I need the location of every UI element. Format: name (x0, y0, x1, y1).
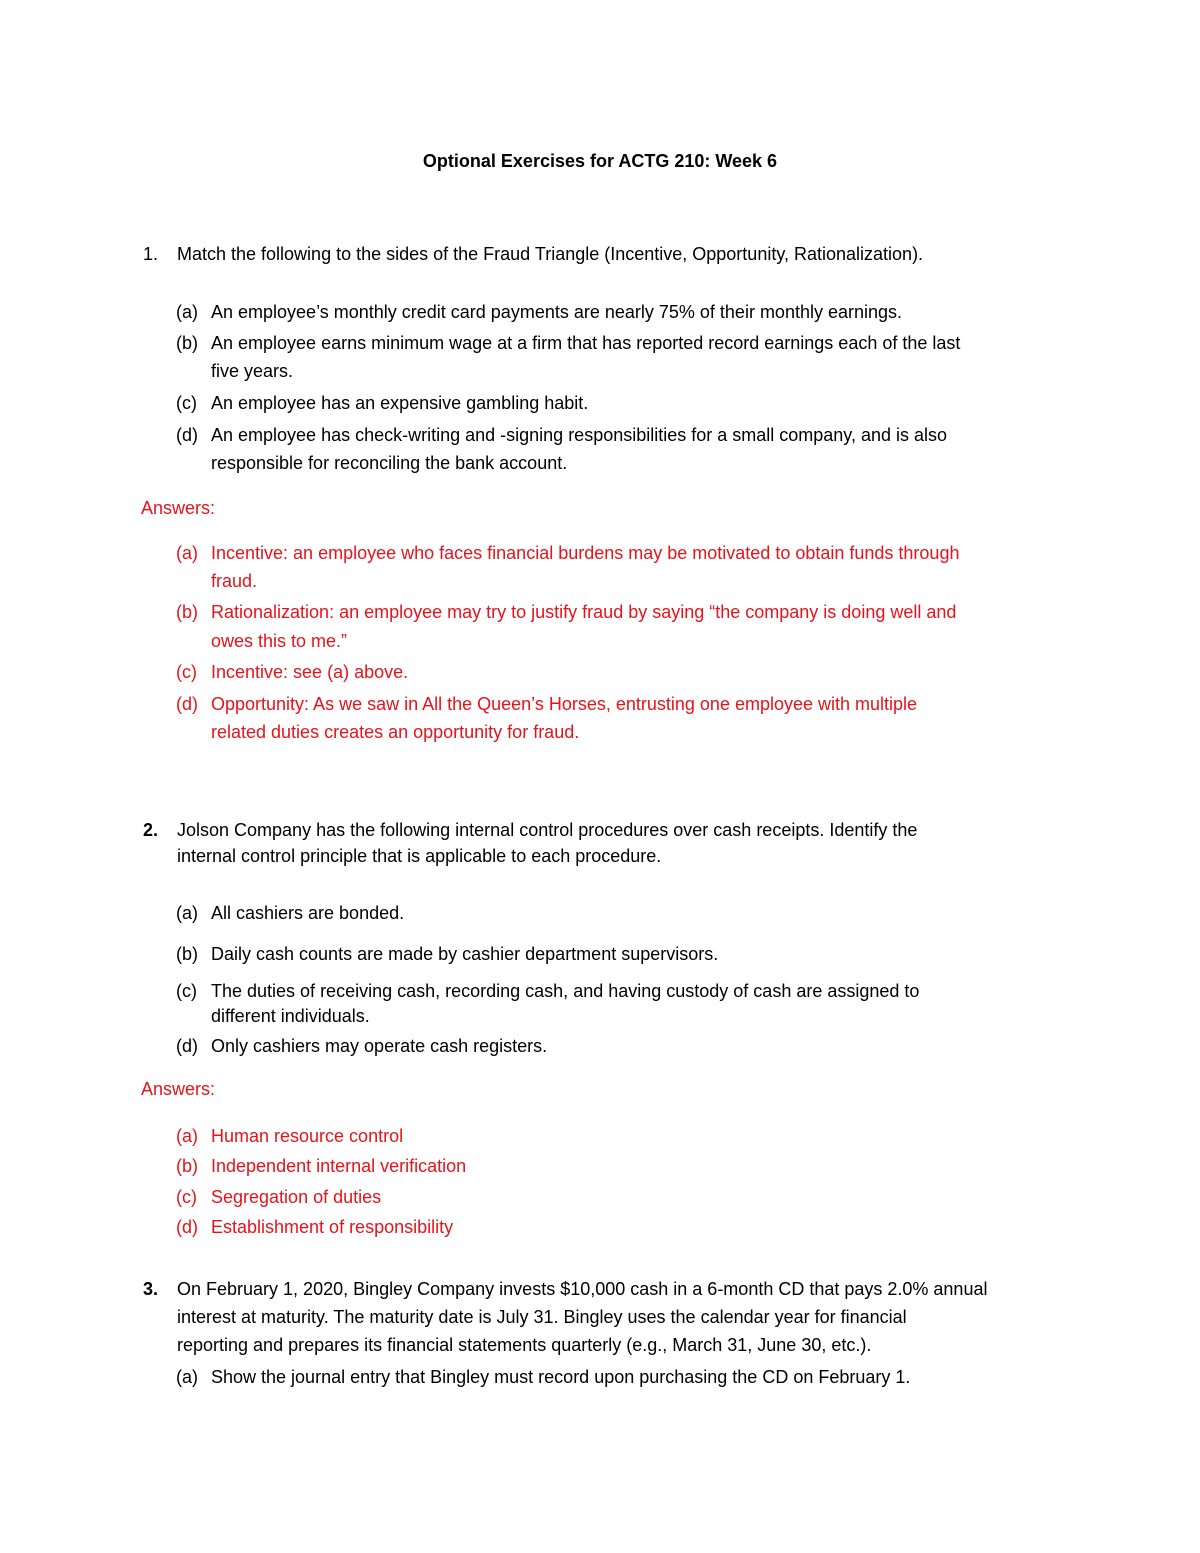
q2-item-b-text: Daily cash counts are made by cashier department supervisors. (211, 944, 719, 964)
question-3-prompt: On February 1, 2020, Bingley Company invests $10,000 cash in a 6-month CD that pays 2.0% annual (177, 1279, 988, 1299)
q2-item-c-label: (c) (176, 981, 197, 1001)
q1-answer-b-text-cont: owes this to me.” (211, 631, 348, 651)
q1-item-a-text: An employee’s monthly credit card payments are nearly 75% of their monthly earnings. (211, 302, 903, 322)
q1-item-b-text-cont: five years. (211, 361, 294, 381)
q1-answer-a-text-cont: fraud. (211, 571, 258, 591)
q2-item-c-text-cont: different individuals. (211, 1006, 370, 1026)
q1-item-b-text: An employee earns minimum wage at a firm that has reported record earnings each of the last (211, 333, 961, 353)
q1-answer-d-text: Opportunity: As we saw in All the Queen’s Horses, entrusting one employee with multiple (211, 694, 918, 714)
q1-item-c-label: (c) (176, 393, 197, 413)
q1-answer-c-text: Incentive: see (a) above. (211, 662, 409, 682)
question-1-number: 1. (143, 244, 159, 264)
q2-answer-a-text: Human resource control (211, 1126, 404, 1146)
question-3-prompt-cont-2: reporting and prepares its financial statements quarterly (e.g., March 31, June 30, etc.). (177, 1335, 872, 1355)
q3-item-a-text: Show the journal entry that Bingley must record upon purchasing the CD on February 1. (211, 1367, 911, 1387)
q1-answer-c-label: (c) (176, 662, 197, 682)
q2-answer-d-label: (d) (176, 1217, 198, 1237)
q1-answer-a-label: (a) (176, 543, 198, 563)
q2-answer-d-text: Establishment of responsibility (211, 1217, 454, 1237)
q3-item-a-label: (a) (176, 1367, 198, 1387)
page-title: Optional Exercises for ACTG 210: Week 6 (422, 151, 778, 171)
question-1-prompt: Match the following to the sides of the Fraud Triangle (Incentive, Opportunity, Rationalization). (177, 244, 924, 264)
q2-item-d-text: Only cashiers may operate cash registers. (211, 1036, 548, 1056)
q2-item-c-text: The duties of receiving cash, recording cash, and having custody of cash are assigned to (211, 981, 920, 1001)
q1-answer-d-label: (d) (176, 694, 198, 714)
q2-item-b-label: (b) (176, 944, 198, 964)
q2-answers-heading: Answers: (141, 1079, 216, 1099)
q1-item-d-text-cont: responsible for reconciling the bank account. (211, 453, 568, 473)
question-3-number: 3. (143, 1279, 159, 1299)
q1-answer-b-text: Rationalization: an employee may try to justify fraud by saying “the company is doing well and (211, 602, 957, 622)
question-3-prompt-cont-1: interest at maturity. The maturity date is July 31. Bingley uses the calendar year for financial (177, 1307, 907, 1327)
q1-item-d-text: An employee has check-writing and -signing responsibilities for a small company, and is also (211, 425, 948, 445)
question-2-number: 2. (143, 820, 159, 840)
q2-answer-c-label: (c) (176, 1187, 197, 1207)
q1-item-b-label: (b) (176, 333, 198, 353)
q1-item-a-label: (a) (176, 302, 198, 322)
q1-item-d-label: (d) (176, 425, 198, 445)
question-2-prompt: Jolson Company has the following internal control procedures over cash receipts. Identify the (177, 820, 918, 840)
q2-answer-a-label: (a) (176, 1126, 198, 1146)
q1-answer-d-text-cont: related duties creates an opportunity for fraud. (211, 722, 580, 742)
q2-item-a-text: All cashiers are bonded. (211, 903, 405, 923)
q2-item-a-label: (a) (176, 903, 198, 923)
q2-answer-b-text: Independent internal verification (211, 1156, 467, 1176)
q1-item-c-text: An employee has an expensive gambling habit. (211, 393, 589, 413)
q2-answer-c-text: Segregation of duties (211, 1187, 382, 1207)
q1-answer-b-label: (b) (176, 602, 198, 622)
q2-answer-b-label: (b) (176, 1156, 198, 1176)
question-2-prompt-cont: internal control principle that is applicable to each procedure. (177, 846, 662, 866)
q2-item-d-label: (d) (176, 1036, 198, 1056)
q1-answers-heading: Answers: (141, 498, 216, 518)
q1-answer-a-text: Incentive: an employee who faces financial burdens may be motivated to obtain funds through (211, 543, 960, 563)
